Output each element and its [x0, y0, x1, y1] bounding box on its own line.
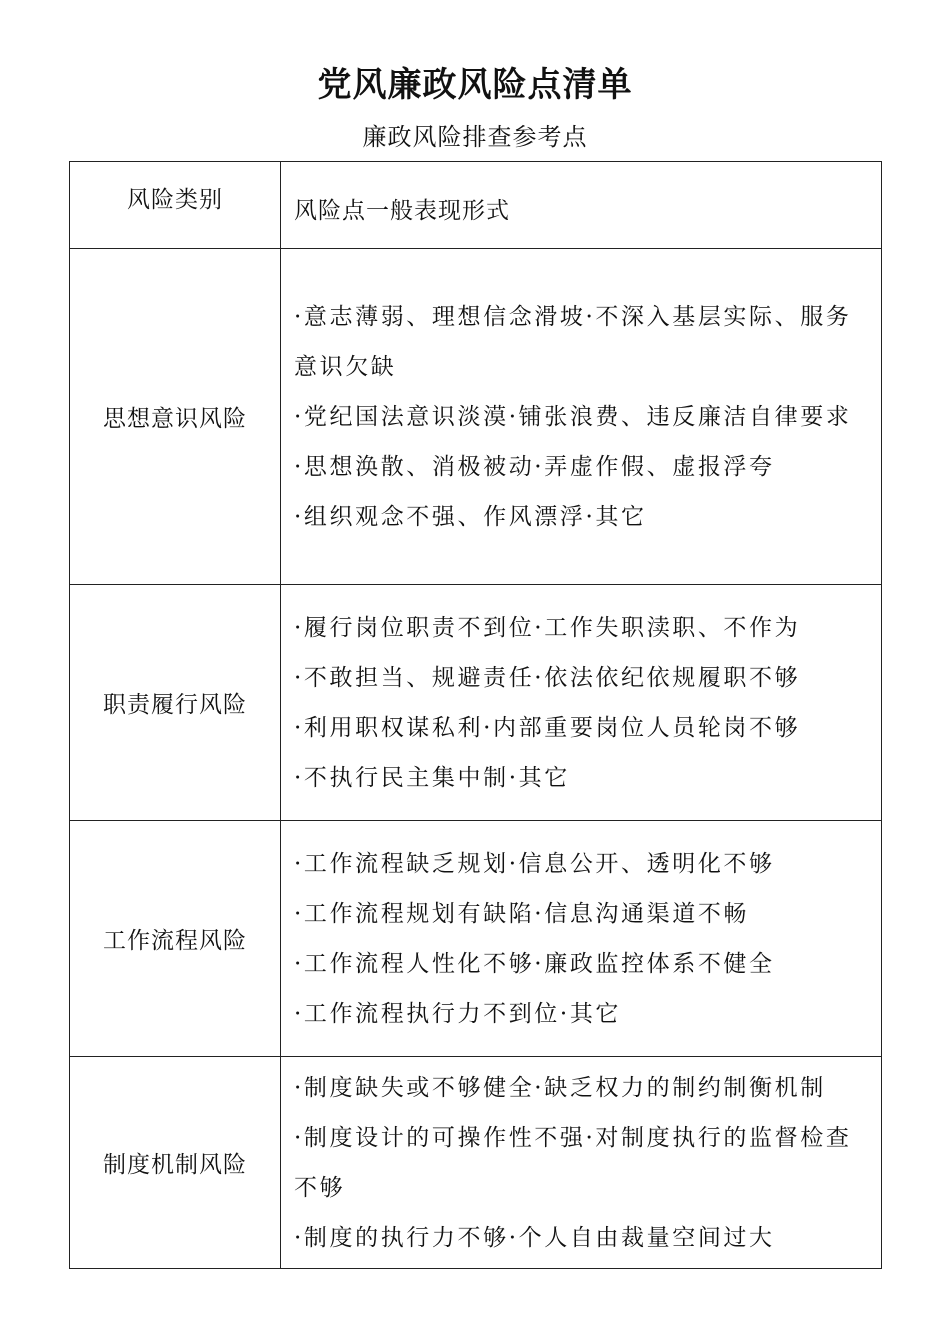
risk-category-cell: 思想意识风险 [70, 249, 281, 585]
table-row [70, 585, 882, 821]
risk-items-cell [281, 1057, 882, 1269]
risk-item: ·制度缺失或不够健全·缺乏权力的制约制衡机制 [294, 1074, 826, 1101]
risk-item: ·利用职权谋私利·内部重要岗位人员轮岗不够 [294, 714, 801, 741]
risk-item: ·工作流程执行力不到位·其它 [294, 1000, 622, 1027]
document-title: 党风廉政风险点清单 [317, 65, 633, 105]
risk-item: ·制度的执行力不够·个人自由裁量空间过大 [294, 1224, 775, 1251]
risk-item: ·履行岗位职责不到位·工作失职渎职、不作为 [294, 614, 801, 641]
risk-item: ·意志薄弱、理想信念滑坡·不深入基层实际、服务意识欠缺 [294, 303, 852, 380]
risk-item: ·工作流程缺乏规划·信息公开、透明化不够 [294, 850, 775, 877]
document-subtitle: 廉政风险排查参考点 [362, 123, 588, 151]
risk-table [69, 161, 882, 1269]
table-header-row [70, 162, 882, 249]
risk-category-cell: 工作流程风险 [70, 821, 281, 1057]
header-risk-category: 风险类别 [70, 162, 281, 249]
risk-item: ·党纪国法意识淡漠·铺张浪费、违反廉洁自律要求 [294, 403, 852, 430]
risk-items-cell [281, 249, 882, 585]
header-risk-forms: 风险点一般表现形式 [281, 162, 882, 249]
risk-category-cell: 职责履行风险 [70, 585, 281, 821]
table-row [70, 249, 882, 585]
risk-item: ·工作流程规划有缺陷·信息沟通渠道不畅 [294, 900, 750, 927]
risk-item: ·组织观念不强、作风漂浮·其它 [294, 503, 647, 530]
risk-item: ·制度设计的可操作性不强·对制度执行的监督检查不够 [294, 1124, 852, 1201]
table-row [70, 1057, 882, 1269]
risk-items-cell [281, 585, 882, 821]
risk-item: ·思想涣散、消极被动·弄虚作假、虚报浮夸 [294, 453, 775, 480]
risk-item: ·不执行民主集中制·其它 [294, 764, 570, 791]
risk-item: ·不敢担当、规避责任·依法依纪依规履职不够 [294, 664, 801, 691]
risk-item: ·工作流程人性化不够·廉政监控体系不健全 [294, 950, 775, 977]
risk-items-cell [281, 821, 882, 1057]
table-row [70, 821, 882, 1057]
risk-category-cell: 制度机制风险 [70, 1057, 281, 1269]
